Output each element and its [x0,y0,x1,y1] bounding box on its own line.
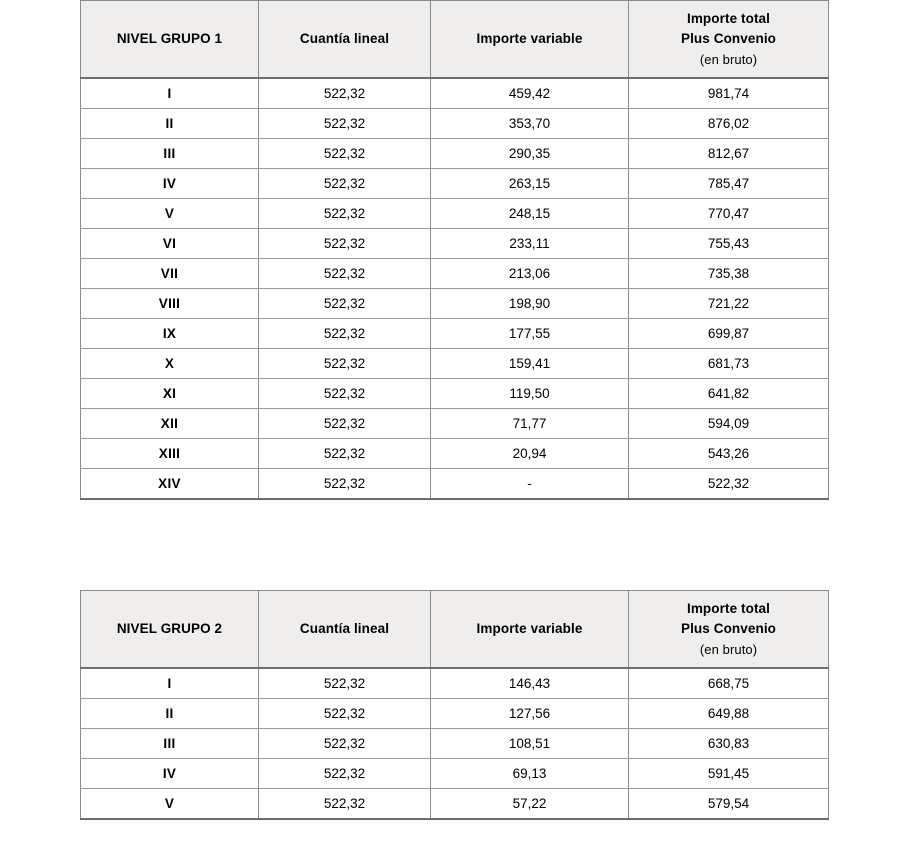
cell-importe-variable: 20,94 [431,439,629,469]
header-nivel-grupo-1: NIVEL GRUPO 1 [81,1,259,79]
table-row [81,169,829,199]
cell-cuantia-lineal: 522,32 [259,349,431,379]
table-row [81,469,829,500]
table-row [81,199,829,229]
header-importe-total-line2: Plus Convenio [680,621,777,637]
table-row [81,139,829,169]
header-importe-total-line2: Plus Convenio [680,31,777,47]
cell-importe-variable: 127,56 [431,699,629,729]
header-importe-total [629,591,829,669]
cell-nivel: VI [81,229,259,259]
table-header-row [81,1,829,79]
header-cuantia-lineal: Cuantía lineal [259,591,431,669]
cell-nivel: II [81,109,259,139]
table-row [81,78,829,109]
cell-nivel: IV [81,169,259,199]
table-group-2-container [80,590,828,820]
table-header-row [81,591,829,669]
cell-nivel: V [81,199,259,229]
cell-cuantia-lineal: 522,32 [259,78,431,109]
table-row [81,289,829,319]
cell-importe-total: 981,74 [629,78,829,109]
cell-importe-total: 591,45 [629,759,829,789]
cell-importe-total: 649,88 [629,699,829,729]
cell-nivel: XIV [81,469,259,500]
table-row [81,109,829,139]
header-importe-total-line3: (en bruto) [699,641,758,657]
cell-nivel: I [81,78,259,109]
table-row [81,409,829,439]
cell-importe-variable: 459,42 [431,78,629,109]
cell-cuantia-lineal: 522,32 [259,259,431,289]
cell-nivel: III [81,729,259,759]
header-importe-total-line1: Importe total [686,11,771,26]
cell-importe-total: 594,09 [629,409,829,439]
cell-importe-variable: 69,13 [431,759,629,789]
plus-convenio-table-group-2 [80,590,829,820]
table-row [81,379,829,409]
cell-cuantia-lineal: 522,32 [259,699,431,729]
table-row [81,668,829,699]
cell-cuantia-lineal: 522,32 [259,668,431,699]
cell-nivel: VII [81,259,259,289]
cell-importe-variable: 177,55 [431,319,629,349]
table-row [81,699,829,729]
cell-cuantia-lineal: 522,32 [259,439,431,469]
cell-cuantia-lineal: 522,32 [259,229,431,259]
header-importe-total-line3: (en bruto) [699,51,758,67]
cell-importe-variable: 353,70 [431,109,629,139]
cell-importe-total: 770,47 [629,199,829,229]
table-row [81,319,829,349]
cell-importe-total: 681,73 [629,349,829,379]
cell-cuantia-lineal: 522,32 [259,409,431,439]
cell-importe-total: 735,38 [629,259,829,289]
table-row [81,789,829,820]
cell-importe-total: 721,22 [629,289,829,319]
table-header-group-1 [81,1,829,79]
cell-nivel: V [81,789,259,820]
cell-nivel: XIII [81,439,259,469]
table-row [81,259,829,289]
header-importe-variable: Importe variable [431,591,629,669]
table-body-group-2 [81,668,829,819]
cell-importe-variable: 159,41 [431,349,629,379]
cell-cuantia-lineal: 522,32 [259,729,431,759]
cell-cuantia-lineal: 522,32 [259,469,431,500]
table-group-1-container [80,0,828,500]
cell-importe-total: 699,87 [629,319,829,349]
header-cuantia-lineal: Cuantía lineal [259,1,431,79]
cell-importe-variable: 213,06 [431,259,629,289]
cell-importe-total: 812,67 [629,139,829,169]
table-header-group-2 [81,591,829,669]
header-importe-variable: Importe variable [431,1,629,79]
cell-nivel: I [81,668,259,699]
cell-importe-variable: 198,90 [431,289,629,319]
cell-importe-total: 630,83 [629,729,829,759]
cell-importe-variable: 146,43 [431,668,629,699]
header-nivel-grupo-2: NIVEL GRUPO 2 [81,591,259,669]
cell-importe-total: 876,02 [629,109,829,139]
cell-importe-total: 522,32 [629,469,829,500]
cell-importe-variable: 233,11 [431,229,629,259]
table-row [81,759,829,789]
cell-importe-total: 641,82 [629,379,829,409]
cell-nivel: IX [81,319,259,349]
plus-convenio-table-group-1 [80,0,829,500]
cell-importe-variable: 248,15 [431,199,629,229]
cell-importe-total: 755,43 [629,229,829,259]
cell-cuantia-lineal: 522,32 [259,169,431,199]
cell-cuantia-lineal: 522,32 [259,319,431,349]
table-row [81,229,829,259]
table-row [81,439,829,469]
cell-importe-variable: 119,50 [431,379,629,409]
cell-nivel: XI [81,379,259,409]
cell-nivel: X [81,349,259,379]
cell-importe-variable: 57,22 [431,789,629,820]
cell-nivel: II [81,699,259,729]
cell-importe-variable: 290,35 [431,139,629,169]
table-body-group-1 [81,78,829,499]
header-importe-total [629,1,829,79]
cell-cuantia-lineal: 522,32 [259,199,431,229]
cell-cuantia-lineal: 522,32 [259,789,431,820]
cell-importe-total: 785,47 [629,169,829,199]
cell-importe-variable: 108,51 [431,729,629,759]
header-importe-total-line1: Importe total [686,601,771,616]
cell-importe-variable: - [431,469,629,500]
cell-importe-variable: 263,15 [431,169,629,199]
cell-nivel: VIII [81,289,259,319]
cell-cuantia-lineal: 522,32 [259,109,431,139]
cell-cuantia-lineal: 522,32 [259,139,431,169]
table-row [81,349,829,379]
cell-nivel: III [81,139,259,169]
cell-importe-total: 543,26 [629,439,829,469]
cell-nivel: XII [81,409,259,439]
cell-cuantia-lineal: 522,32 [259,379,431,409]
table-row [81,729,829,759]
cell-nivel: IV [81,759,259,789]
cell-cuantia-lineal: 522,32 [259,759,431,789]
cell-importe-total: 668,75 [629,668,829,699]
cell-importe-total: 579,54 [629,789,829,820]
cell-importe-variable: 71,77 [431,409,629,439]
cell-cuantia-lineal: 522,32 [259,289,431,319]
